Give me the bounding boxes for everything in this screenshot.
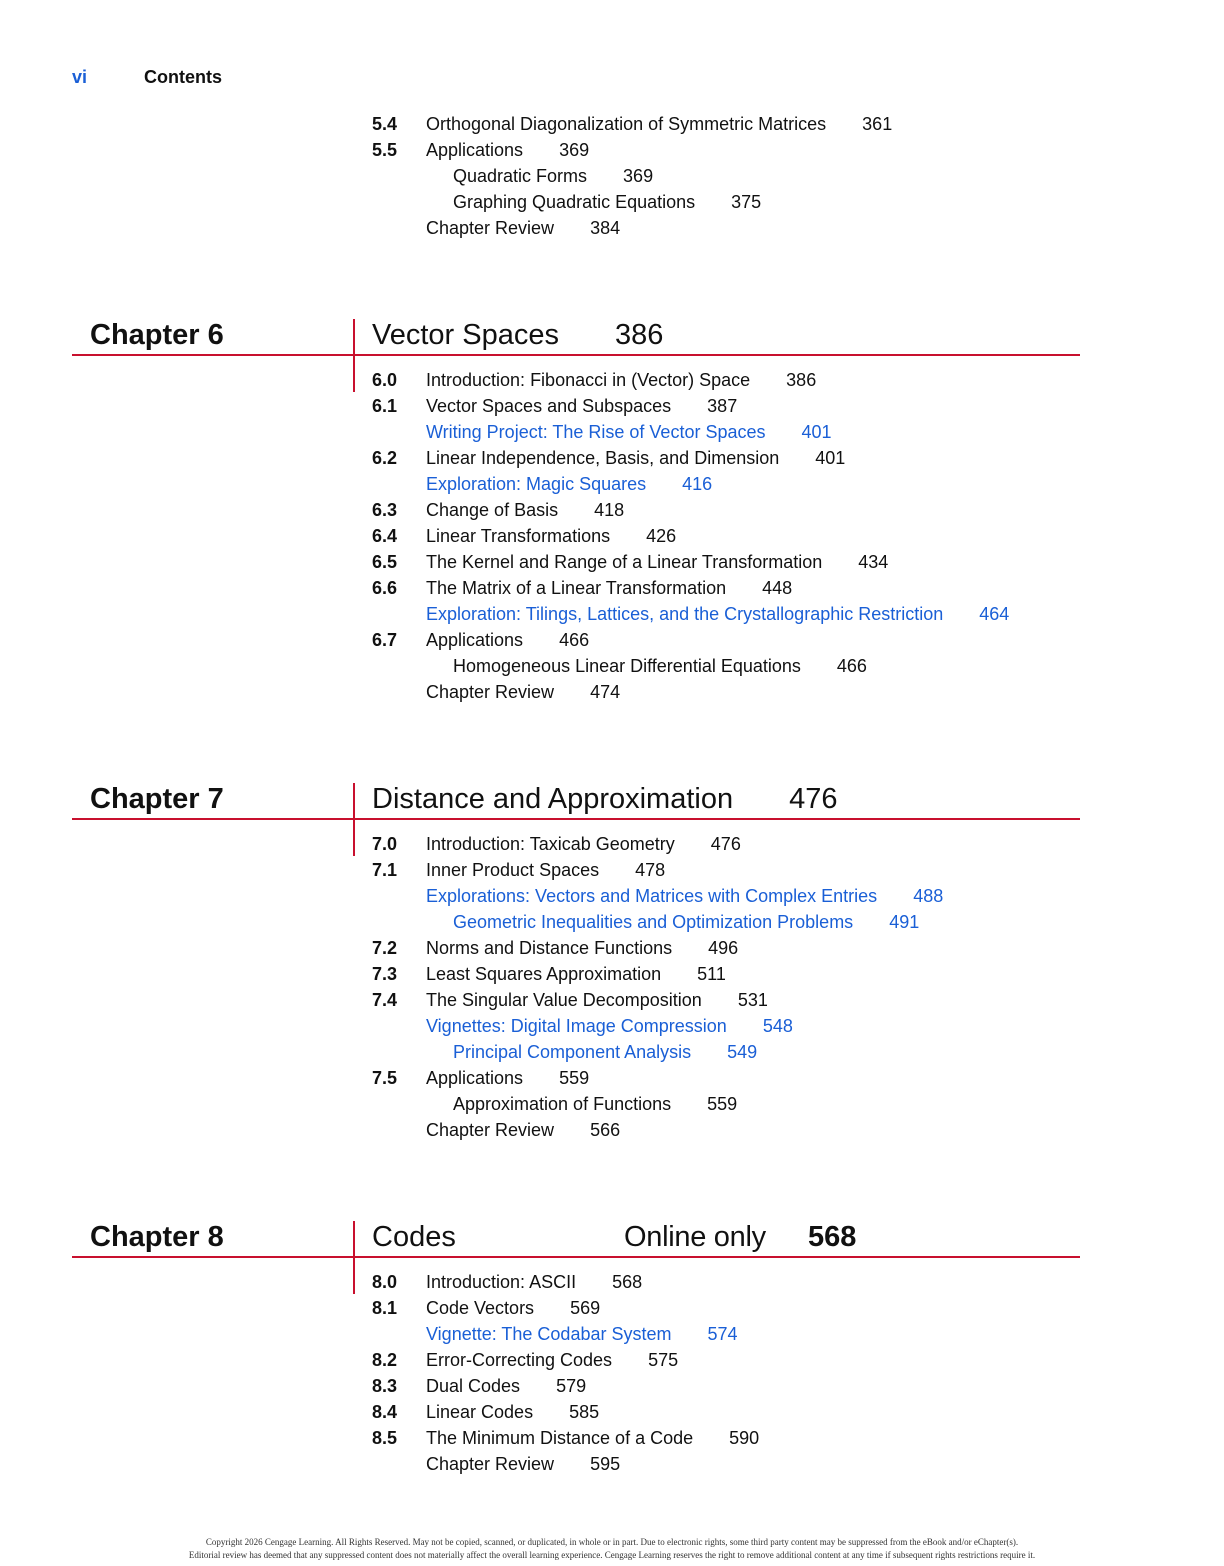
subsection-title: Quadratic Forms	[453, 166, 588, 186]
section-number: 6.5	[372, 552, 398, 572]
section-title: Applications	[426, 1068, 524, 1088]
section-title: Vector Spaces and Subspaces	[426, 396, 672, 416]
page-number: 579	[556, 1376, 587, 1396]
section-title: Chapter Review	[426, 1454, 555, 1474]
chapter-divider	[353, 319, 355, 392]
section-title: Introduction: Taxicab Geometry	[426, 834, 675, 854]
section-title: Linear Codes	[426, 1402, 534, 1422]
section-title: The Kernel and Range of a Linear Transformation	[426, 552, 823, 572]
section-title: Introduction: Fibonacci in (Vector) Space	[426, 370, 751, 390]
section-title: Inner Product Spaces	[426, 860, 600, 880]
page-number: 418	[594, 500, 625, 520]
feature-title: Vignette: The Codabar System	[426, 1324, 672, 1344]
section-number: 5.4	[372, 114, 398, 134]
page-number: 384	[590, 218, 621, 238]
section-title: Dual Codes	[426, 1376, 521, 1396]
feature-title: Exploration: Magic Squares	[426, 474, 647, 494]
section-title: Linear Transformations	[426, 526, 611, 546]
page-number: 491	[889, 912, 920, 932]
page-number: 511	[697, 964, 726, 984]
page-folio: vi	[72, 67, 88, 87]
page-number: 559	[707, 1094, 738, 1114]
section-number: 8.5	[372, 1428, 398, 1448]
section-title: The Minimum Distance of a Code	[426, 1428, 694, 1448]
page-number: 566	[590, 1120, 621, 1140]
page-number: 488	[913, 886, 944, 906]
copyright-notice	[0, 1536, 1224, 1562]
chapter-divider	[353, 783, 355, 856]
subsection-title: Graphing Quadratic Equations	[453, 192, 696, 212]
page-number: 361	[862, 114, 893, 134]
page-number: 559	[559, 1068, 590, 1088]
chapter-rule	[72, 1256, 1080, 1258]
section-title: Change of Basis	[426, 500, 559, 520]
page-number: 416	[682, 474, 713, 494]
feature-title: Writing Project: The Rise of Vector Spaces	[426, 422, 766, 442]
page-number: 401	[815, 448, 846, 468]
section-number: 7.2	[372, 938, 398, 958]
feature-title: Geometric Inequalities and Optimization Problems	[453, 912, 854, 932]
page-number: 464	[979, 604, 1010, 624]
section-title: Chapter Review	[426, 1120, 555, 1140]
chapter-divider	[353, 1221, 355, 1294]
feature-title: Principal Component Analysis	[453, 1042, 692, 1062]
section-title: Introduction: ASCII	[426, 1272, 577, 1292]
chapter-label: Chapter 8	[90, 1221, 224, 1253]
section-number: 8.1	[372, 1298, 398, 1318]
section-number: 6.2	[372, 448, 398, 468]
subsection-title: Approximation of Functions	[453, 1094, 672, 1114]
chapter-page: 476	[789, 783, 838, 815]
section-title: Norms and Distance Functions	[426, 938, 673, 958]
section-number: 6.1	[372, 396, 398, 416]
section-title: Orthogonal Diagonalization of Symmetric Matrices	[426, 114, 827, 134]
section-title: Error-Correcting Codes	[426, 1350, 613, 1370]
section-title: The Matrix of a Linear Transformation	[426, 578, 727, 598]
page-number: 448	[762, 578, 793, 598]
page-number: 369	[623, 166, 654, 186]
page-number: 574	[707, 1324, 738, 1344]
page-number: 466	[559, 630, 590, 650]
page-number: 549	[727, 1042, 758, 1062]
section-title: Code Vectors	[426, 1298, 535, 1318]
page-number: 531	[737, 990, 768, 1010]
running-head	[72, 67, 222, 88]
chapter-title: Codes	[372, 1221, 456, 1253]
section-number: 8.4	[372, 1402, 398, 1422]
page-number: 476	[710, 834, 741, 854]
page-number: 590	[729, 1428, 760, 1448]
section-number: 7.0	[372, 834, 398, 854]
page-number: 595	[590, 1454, 621, 1474]
chapter-rule	[72, 354, 1080, 356]
section-number: 7.5	[372, 1068, 398, 1088]
page-number: 474	[590, 682, 621, 702]
section-number: 6.3	[372, 500, 398, 520]
section-number: 8.3	[372, 1376, 398, 1396]
section-number: 6.0	[372, 370, 398, 390]
page-number: 426	[646, 526, 677, 546]
copyright-line: Editorial review has deemed that any suppressed content does not materially affect the overall learning experience. Cengage Learning reserves the right to remove additional content at any time if subsequent rights restrictions require it.	[188, 1550, 1036, 1560]
page-number: 569	[570, 1298, 601, 1318]
page-number: 434	[858, 552, 889, 572]
section-number: 7.3	[372, 964, 398, 984]
section-number: 8.2	[372, 1350, 398, 1370]
section-title: Applications	[426, 140, 524, 160]
chapter-rule	[72, 818, 1080, 820]
page-number: 466	[836, 656, 867, 676]
chapter-label: Chapter 6	[90, 319, 224, 351]
running-head-title: Contents	[144, 67, 222, 87]
section-number: 6.4	[372, 526, 398, 546]
feature-title: Vignettes: Digital Image Compression	[426, 1016, 727, 1036]
page-number: 496	[708, 938, 739, 958]
page-number: 585	[569, 1402, 600, 1422]
page-number: 387	[707, 396, 738, 416]
section-number: 6.7	[372, 630, 398, 650]
section-number: 5.5	[372, 140, 398, 160]
page-number: 478	[635, 860, 666, 880]
subsection-title: Homogeneous Linear Differential Equations	[453, 656, 801, 676]
page-number: 568	[612, 1272, 643, 1292]
section-title: Chapter Review	[426, 218, 555, 238]
section-title: The Singular Value Decomposition	[426, 990, 702, 1010]
chapter-title: Distance and Approximation	[372, 783, 734, 815]
section-title: Applications	[426, 630, 524, 650]
section-title: Least Squares Approximation	[426, 964, 662, 984]
page-number: 386	[786, 370, 817, 390]
page-number: 375	[731, 192, 762, 212]
feature-title: Exploration: Tilings, Lattices, and the Crystallographic Restriction	[426, 604, 944, 624]
chapter-label: Chapter 7	[90, 783, 224, 815]
section-number: 8.0	[372, 1272, 398, 1292]
chapter-page: 568	[808, 1221, 857, 1253]
section-number: 7.4	[372, 990, 398, 1010]
section-number: 7.1	[372, 860, 398, 880]
page-number: 548	[762, 1016, 793, 1036]
section-title: Chapter Review	[426, 682, 555, 702]
feature-title: Explorations: Vectors and Matrices with Complex Entries	[426, 886, 878, 906]
copyright-line: Copyright 2026 Cengage Learning. All Rights Reserved. May not be copied, scanned, or duplicated, in whole or in part. Due to electronic rights, some third party content may be suppressed from the eBook and/or eChapter(s).	[205, 1537, 1019, 1547]
online-only-label: Online only	[624, 1221, 766, 1253]
chapter-title: Vector Spaces	[372, 319, 559, 351]
section-number: 6.6	[372, 578, 398, 598]
section-title: Linear Independence, Basis, and Dimension	[426, 448, 780, 468]
page-number: 575	[648, 1350, 679, 1370]
chapter-page: 386	[615, 319, 664, 351]
page-number: 369	[559, 140, 590, 160]
page-number: 401	[801, 422, 832, 442]
